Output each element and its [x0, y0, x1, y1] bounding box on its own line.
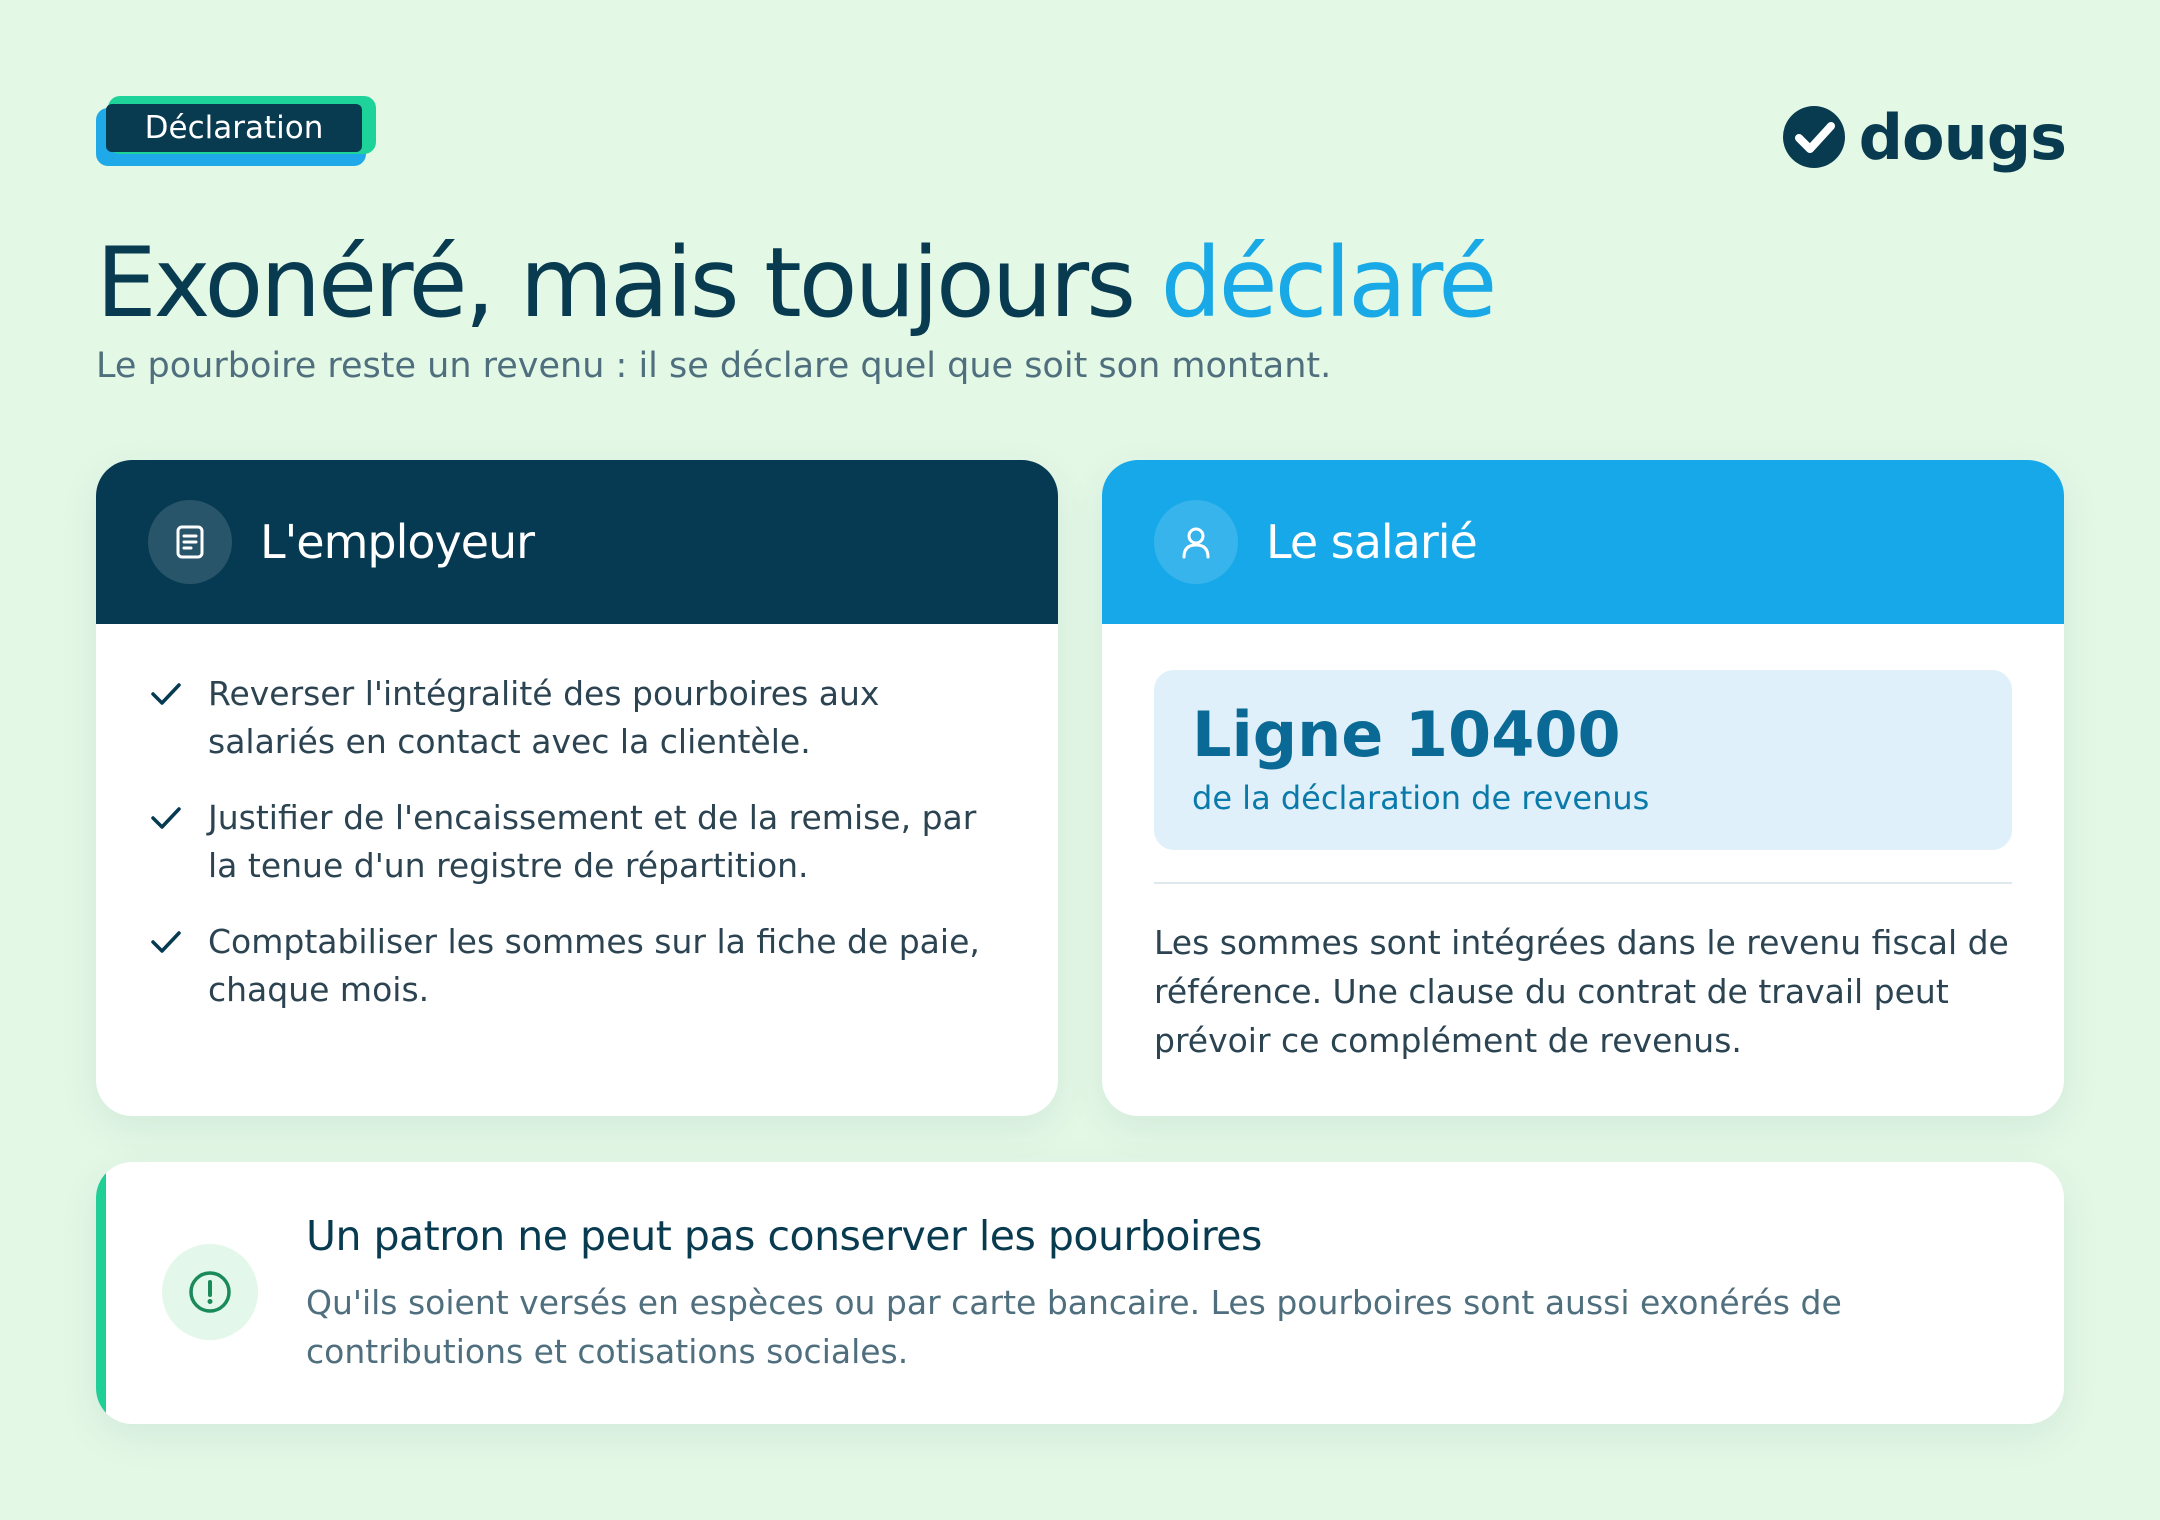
brand-name: dougs	[1858, 100, 2066, 174]
title-accent: déclaré	[1160, 227, 1495, 339]
check-circle-icon	[1781, 104, 1847, 170]
page-title	[96, 228, 1494, 338]
checkmark-icon	[148, 794, 208, 890]
list-item	[148, 670, 1058, 766]
tax-line-caption: de la déclaration de revenus	[1192, 779, 1650, 817]
employer-card-title: L'employeur	[260, 515, 535, 569]
employer-card-header	[96, 460, 1058, 624]
checkmark-icon	[148, 670, 208, 766]
brand-logo	[1781, 98, 2066, 176]
list-item-text: Comptabiliser les sommes sur la fiche de paie, chaque mois.	[208, 922, 980, 1009]
employer-duties-list	[96, 624, 1058, 1014]
employee-card	[1102, 460, 2064, 1116]
employee-card-title: Le salarié	[1266, 515, 1477, 569]
list-item-text: Reverser l'intégralité des pourboires aux salariés en contact avec la clientèle.	[208, 674, 880, 761]
checkmark-icon	[148, 918, 208, 1014]
info-callout	[96, 1162, 2064, 1424]
employee-description: Les sommes sont intégrées dans le revenu fiscal de référence. Une clause du contrat de travail peut prévoir ce complément de revenus.	[1154, 923, 2009, 1060]
callout-accent-bar	[96, 1162, 106, 1424]
tax-line-box	[1154, 670, 2012, 850]
divider	[1154, 882, 2012, 884]
employee-card-header	[1102, 460, 2064, 624]
alert-icon-wrap	[162, 1244, 258, 1340]
list-item	[148, 918, 1058, 1014]
employer-icon-wrap	[148, 500, 232, 584]
list-item-text: Justifier de l'encaissement et de la remise, par la tenue d'un registre de répartition.	[208, 798, 977, 885]
alert-circle-icon	[187, 1269, 233, 1315]
list-item	[148, 794, 1058, 890]
document-icon	[171, 523, 209, 561]
employee-icon-wrap	[1154, 500, 1238, 584]
category-badge	[96, 96, 376, 168]
user-icon	[1177, 523, 1215, 561]
tax-line-number: Ligne 10400	[1192, 698, 1621, 771]
callout-title: Un patron ne peut pas conserver les pourboires	[306, 1212, 1262, 1260]
title-main: Exonéré, mais toujours	[96, 227, 1161, 339]
callout-text: Qu'ils soient versés en espèces ou par carte bancaire. Les pourboires sont aussi exonérés de contributions et cotisations sociales.	[306, 1283, 1842, 1371]
employer-card	[96, 460, 1058, 1116]
badge-label: Déclaration	[106, 104, 362, 152]
page-subtitle: Le pourboire reste un revenu : il se déclare quel que soit son montant.	[96, 346, 1332, 386]
